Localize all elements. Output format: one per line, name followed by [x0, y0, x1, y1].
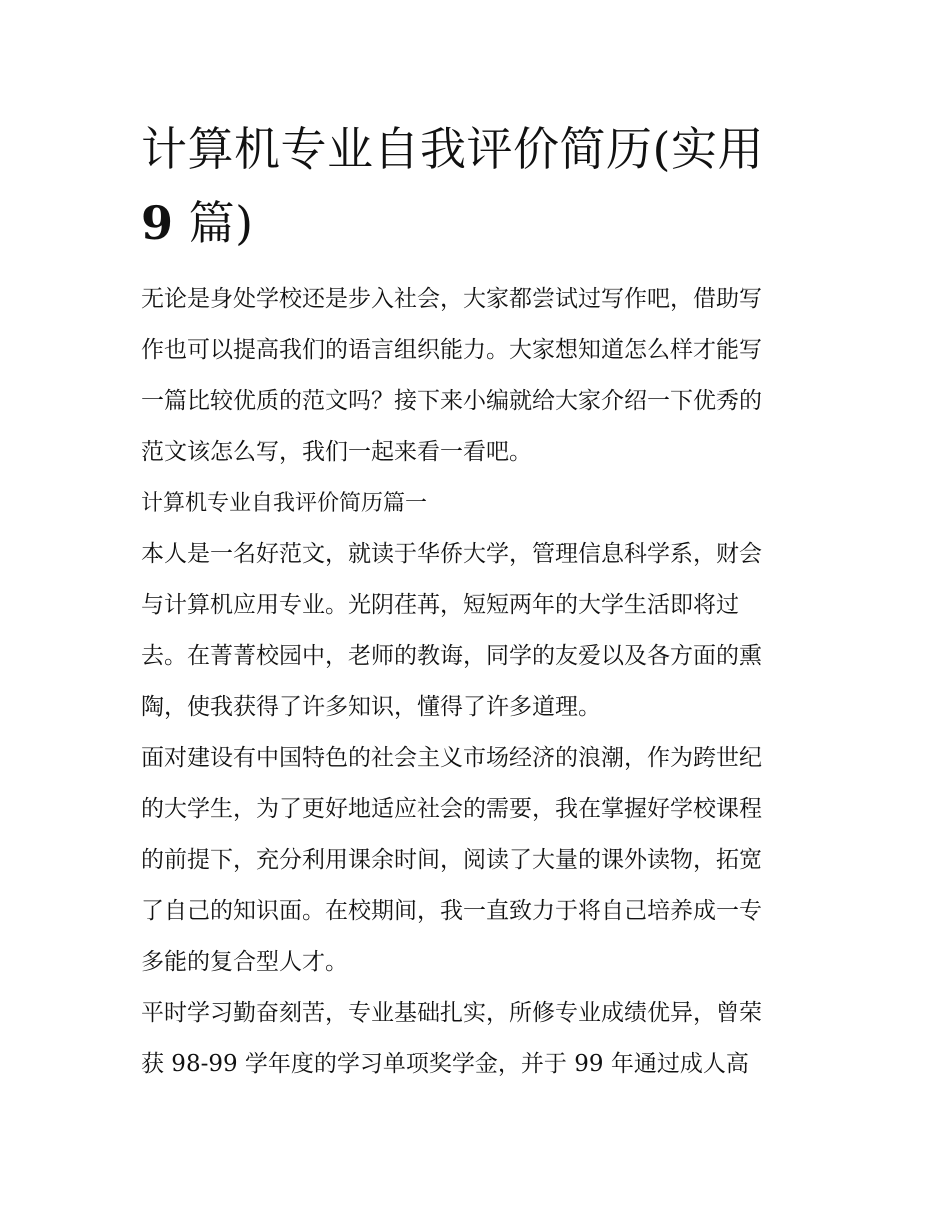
body-paragraph-1: 本人是一名好范文，就读于华侨大学，管理信息科学系，财会 与计算机应用专业。光阴荏苒，短短两年的大学生活即将过 去。在菁菁校园中，老师的教诲，同学的友爱以及各方面的熏 陶，使我获得了许多知识，懂得了许多道理。: [141, 541, 762, 720]
document-page: [141, 112, 821, 1090]
intro-paragraph: 无论是身处学校还是步入社会，大家都尝试过写作吧，借助写 作也可以提高我们的语言组织能力。大家想知道怎么样才能写 一篇比较优质的范文吗？接下来小编就给大家介绍一下优秀的 范文该怎么写，我们一起来看一看吧。: [141, 286, 762, 465]
title-line-1: 计算机专业自我评价简历(实用: [141, 122, 764, 176]
document-title: [141, 112, 821, 260]
body-paragraph-2: 面对建设有中国特色的社会主义市场经济的浪潮，作为跨世纪 的大学生，为了更好地适应社会的需要，我在掌握好学校课程 的前提下，充分利用课余时间，阅读了大量的课外读物，拓宽 了自己的知识面。在校期间，我一直致力于将自己培养成一专 多能的复合型人才。: [141, 745, 762, 975]
body-paragraph-3: 平时学习勤奋刻苦，专业基础扎实，所修专业成绩优异，曾荣 获 98-99 学年度的学习单项奖学金，并于 99 年通过成人高: [141, 1000, 762, 1077]
title-number: 9: [141, 196, 174, 250]
title-line-2: 9 篇): [141, 196, 254, 250]
document-body: [141, 274, 821, 1090]
section-heading: 计算机专业自我评价简历篇一: [141, 491, 428, 516]
